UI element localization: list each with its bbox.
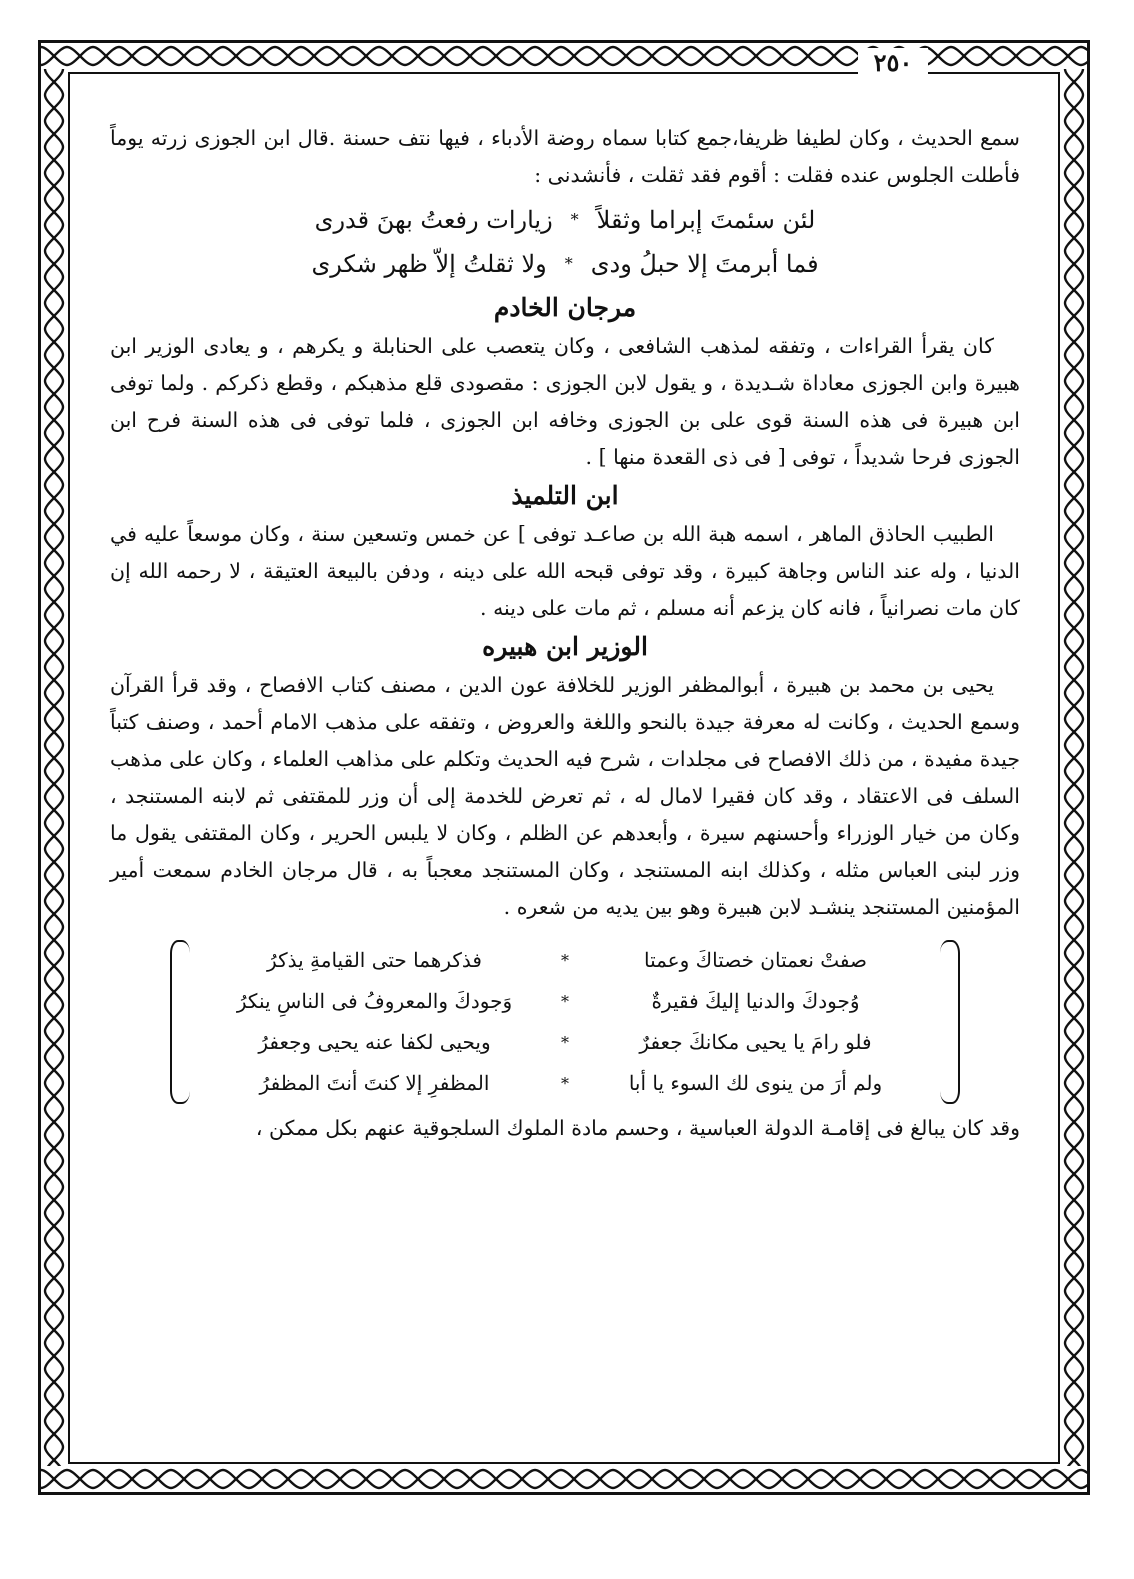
verse-hemistich: ويحيى لكفا عنه يحيى وجعفرُ bbox=[258, 1030, 491, 1054]
page-number: ٢٥٠ bbox=[858, 48, 928, 78]
text-line: فى هذه السنة فرح ابن الجوزى فرحا شديداً ، توفى [ فى ذى القعدة منها ] . bbox=[110, 408, 1020, 469]
section-heading: الوزير ابن هبيره bbox=[482, 632, 648, 661]
text-line: سمع الحديث ، وكان لطيفا ظريفا،جمع كتابا سماه روضة الأدباء ، فيها نتف حسنة .قال ابن الجوزى bbox=[194, 126, 1020, 150]
text-line: مذاهب العلماء ، وكان على مذهب السلف فى الاعتقاد ، وقد كان فقيرا لامال له ، ثم تعرض للخدمة bbox=[110, 747, 1020, 808]
verse-hemistich: ولا ثقلتُ إلاّ ظهر شكرى bbox=[311, 250, 547, 278]
verse-line bbox=[110, 242, 1020, 286]
verse-hemistich: صفتْ نعمتان خصتاكَ وعمتا bbox=[643, 948, 867, 972]
verse-separator: * bbox=[561, 951, 569, 970]
paragraph-ibn-altilmidh bbox=[110, 516, 1020, 627]
text-line: زرته يوماً فأطلت الجلوس عنده فقلت : أقوم فقد ثقلت ، فأنشدنى : bbox=[110, 126, 1020, 187]
verse-separator: * bbox=[561, 1074, 569, 1093]
border-ornament-bottom bbox=[41, 1466, 1087, 1492]
verse-line bbox=[198, 1063, 932, 1104]
verse-hemistich: وُجودكَ والدنيا إليكَ فقيرةٌ bbox=[651, 989, 860, 1013]
text-line: عليه في الدنيا ، وله عند الناس وجاهة كبيرة ، وقد توفى قبحه الله على دينه ، ودفن بالبيعة العتيقة ، bbox=[110, 522, 1021, 583]
poem-block-1 bbox=[110, 198, 1020, 286]
verse-hemistich: فذكرهما حتى القيامةِ يذكرُ bbox=[267, 948, 482, 972]
poem-block-2 bbox=[170, 940, 960, 1104]
verse-line bbox=[198, 940, 932, 981]
text-line: يديه من شعره . bbox=[503, 895, 639, 919]
verse-hemistich: لئن سئمتَ إبراما وثقلاً bbox=[596, 206, 816, 234]
section-heading: مرجان الخادم bbox=[493, 293, 637, 322]
verse-hemistich: فلو رامَ يا يحيى مكانكَ جعفرٌ bbox=[639, 1030, 872, 1054]
opening-paragraph bbox=[110, 120, 1020, 194]
text-line: إلى أن وزر للمقتفى ثم لابنه المستنجد ، وكان من خيار الوزراء وأحسنهم سيرة ، وأبعدهم عن الظلم ، bbox=[110, 784, 1020, 845]
verse-line bbox=[198, 981, 932, 1022]
border-ornament-right bbox=[1061, 69, 1087, 1466]
text-line: قرأ القرآن وسمع الحديث ، وكانت له معرفة جيدة بالنحو واللغة والعروض ، وتفقه على مذهب الامام bbox=[110, 673, 1020, 734]
text-line: المستنجد معجباً به ، قال مرجان الخادم سمعت أمير المؤمنين المستنجد ينشـد لابن هبيرة وهو بين bbox=[110, 858, 1020, 919]
border-ornament-left bbox=[41, 69, 67, 1466]
text-line: يحيى بن محمد بن هبيرة ، أبوالمظفر الوزير للخلافة عون الدين ، مصنف كتاب الافصاح ، وقد bbox=[206, 673, 994, 697]
verse-hemistich: فما أبرمتَ إلا حبلُ ودى bbox=[590, 250, 819, 278]
text-line: أحمد ، وصنف كتباً جيدة مفيدة ، من ذلك الافصاح فى مجلدات ، شرح فيه الحديث وتكلم على bbox=[110, 710, 1020, 771]
page-content bbox=[110, 120, 1020, 1440]
paragraph-marjan bbox=[110, 328, 1020, 476]
verse-hemistich: ولم أرَ من ينوى لك السوء يا أبا bbox=[628, 1071, 883, 1095]
text-line: كان يقرأ القراءات ، وتفقه لمذهب الشافعى ، وكان يتعصب على الحنابلة و يكرهم ، و يعادى bbox=[203, 334, 994, 358]
text-line: وقطع ذكركم . ولما توفى ابن هبيرة فى هذه السنة قوى على بن الجوزى وخافه ابن الجوزى ، فلما توفى bbox=[110, 371, 1020, 432]
text-line: لا رحمه الله إن كان مات نصرانياً ، فانه كان يزعم أنه مسلم ، ثم مات على دينه . bbox=[110, 559, 1020, 620]
paragraph-ibn-hubayra bbox=[110, 667, 1020, 926]
border-ornament-top bbox=[41, 43, 1087, 69]
text-line: الطبيب الحاذق الماهر ، اسمه هبة الله بن صاعـد توفى ] عن خمس وتسعين سنة ، وكان موسعاً bbox=[187, 522, 994, 546]
verse-hemistich: زيارات رفعتُ بهنَ قدرى bbox=[314, 206, 553, 234]
text-line: وكان لا يلبس الحرير ، وكان المقتفى يقول ما وزر لبنى العباس مثله ، وكذلك ابنه المستنجد ، وكان bbox=[110, 821, 1020, 882]
verse-separator: * bbox=[561, 1033, 569, 1052]
verse-line bbox=[198, 1022, 932, 1063]
closing-paragraph: وقد كان يبالغ فى إقامـة الدولة العباسية ، وحسم مادة الملوك السلجوقية عنهم بكل ممكن ، bbox=[255, 1116, 1020, 1140]
verse-separator: * bbox=[570, 210, 579, 229]
verse-hemistich: وَجودكَ والمعروفُ فى الناسِ ينكرُ bbox=[236, 989, 513, 1013]
verse-separator: * bbox=[561, 992, 569, 1011]
verse-separator: * bbox=[564, 254, 573, 273]
verse-hemistich: المظفرِ إلا كنتَ أنتَ المظفرُ bbox=[259, 1071, 490, 1095]
text-line: الوزير ابن هبيرة وابن الجوزى معاداة شـديدة ، و يقول لابن الجوزى : مقصودى قلع مذهبكم ، bbox=[110, 334, 1020, 395]
verse-line bbox=[110, 198, 1020, 242]
section-heading: ابن التلميذ bbox=[511, 481, 619, 510]
